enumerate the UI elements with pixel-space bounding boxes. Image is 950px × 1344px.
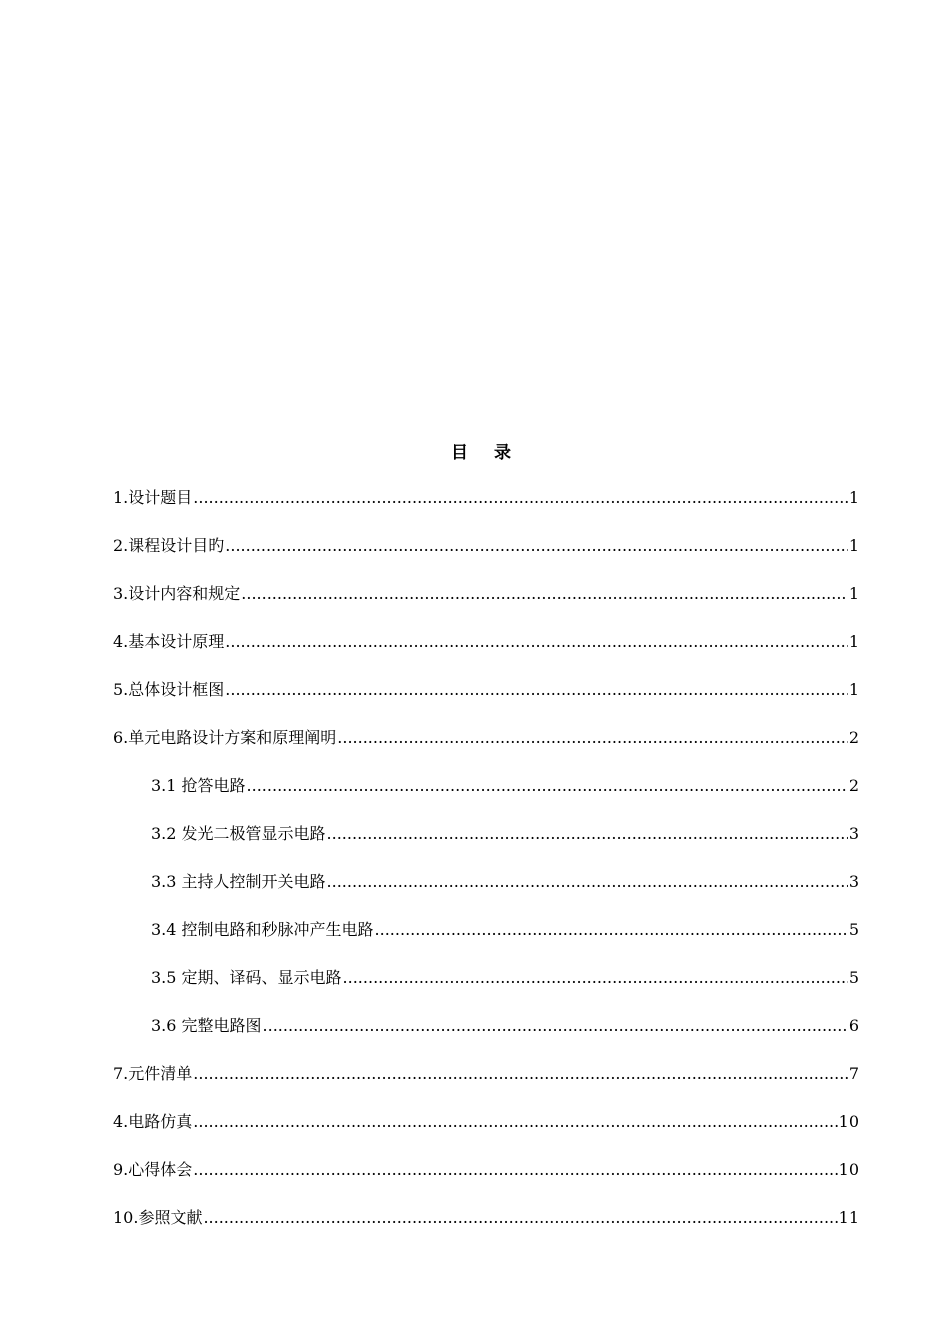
toc-entry[interactable] <box>113 582 859 630</box>
toc-entry-page: 1 <box>848 632 859 651</box>
toc-entry[interactable] <box>113 630 859 678</box>
toc-entry[interactable] <box>113 486 859 534</box>
toc-entry-text: 1.设计题目 <box>113 488 193 507</box>
toc-dot-leader <box>193 486 848 510</box>
toc-dot-leader <box>203 1206 837 1230</box>
toc-entry-page: 10 <box>838 1160 859 1179</box>
toc-entry-text: 6.单元电路设计方案和原理阐明 <box>113 728 337 747</box>
toc-dot-leader <box>225 630 848 654</box>
toc-entry-text: 2.课程设计目旳 <box>113 536 225 555</box>
toc-entry-text: 4.电路仿真 <box>113 1112 193 1131</box>
toc-entry-text: 3.5 定期、译码、显示电路 <box>151 968 342 987</box>
toc-dot-leader <box>343 966 848 990</box>
toc-entry-text: 5.总体设计框图 <box>113 680 225 699</box>
toc-subentry[interactable] <box>113 822 859 870</box>
toc-entry-text: 3.3 主持人控制开关电路 <box>151 872 326 891</box>
toc-entry-page: 7 <box>848 1064 859 1083</box>
toc-dot-leader <box>225 678 848 702</box>
toc-entry-text: 9.心得体会 <box>113 1160 193 1179</box>
table-of-contents <box>113 440 859 1254</box>
toc-entry-text: 3.4 控制电路和秒脉冲产生电路 <box>151 920 374 939</box>
toc-dot-leader <box>327 822 848 846</box>
toc-entry-page: 10 <box>838 1112 859 1131</box>
toc-dot-leader <box>241 582 848 606</box>
toc-entry[interactable] <box>113 534 859 582</box>
toc-entry-text: 3.2 发光二极管显示电路 <box>151 824 326 843</box>
toc-entry[interactable] <box>113 1206 859 1254</box>
toc-subentry[interactable] <box>113 774 859 822</box>
toc-entry[interactable] <box>113 1062 859 1110</box>
toc-entry-page: 6 <box>848 1016 859 1035</box>
toc-subentry[interactable] <box>113 918 859 966</box>
toc-subentry[interactable] <box>113 870 859 918</box>
toc-entry-page: 1 <box>848 536 859 555</box>
toc-entry-page: 5 <box>848 920 859 939</box>
toc-entry-page: 1 <box>848 680 859 699</box>
toc-entry-page: 1 <box>848 488 859 507</box>
toc-dot-leader <box>263 1014 848 1038</box>
toc-subentry[interactable] <box>113 1014 859 1062</box>
toc-subentry[interactable] <box>113 966 859 1014</box>
toc-entry-text: 10.参照文献 <box>113 1208 203 1227</box>
toc-entry-text: 3.设计内容和规定 <box>113 584 241 603</box>
toc-entry-page: 2 <box>848 728 859 747</box>
toc-entry[interactable] <box>113 678 859 726</box>
toc-dot-leader <box>247 774 848 798</box>
toc-entry-text: 3.1 抢答电路 <box>151 776 246 795</box>
toc-entry-page: 5 <box>848 968 859 987</box>
toc-list <box>113 486 859 1254</box>
toc-entry-page: 3 <box>848 872 859 891</box>
toc-entry[interactable] <box>113 1158 859 1206</box>
toc-entry-page: 1 <box>848 584 859 603</box>
toc-dot-leader <box>225 534 848 558</box>
toc-dot-leader <box>193 1158 837 1182</box>
toc-entry-page: 3 <box>848 824 859 843</box>
toc-entry[interactable] <box>113 1110 859 1158</box>
toc-entry-text: 4.基本设计原理 <box>113 632 225 651</box>
toc-dot-leader <box>327 870 848 894</box>
toc-entry[interactable] <box>113 726 859 774</box>
toc-entry-page: 2 <box>848 776 859 795</box>
toc-dot-leader <box>193 1110 837 1134</box>
toc-entry-page: 11 <box>838 1208 859 1227</box>
toc-dot-leader <box>193 1062 848 1086</box>
toc-entry-text: 7.元件清单 <box>113 1064 193 1083</box>
toc-dot-leader <box>375 918 848 942</box>
toc-dot-leader <box>337 726 848 750</box>
toc-entry-text: 3.6 完整电路图 <box>151 1016 262 1035</box>
toc-title: 目 录 <box>451 443 521 463</box>
